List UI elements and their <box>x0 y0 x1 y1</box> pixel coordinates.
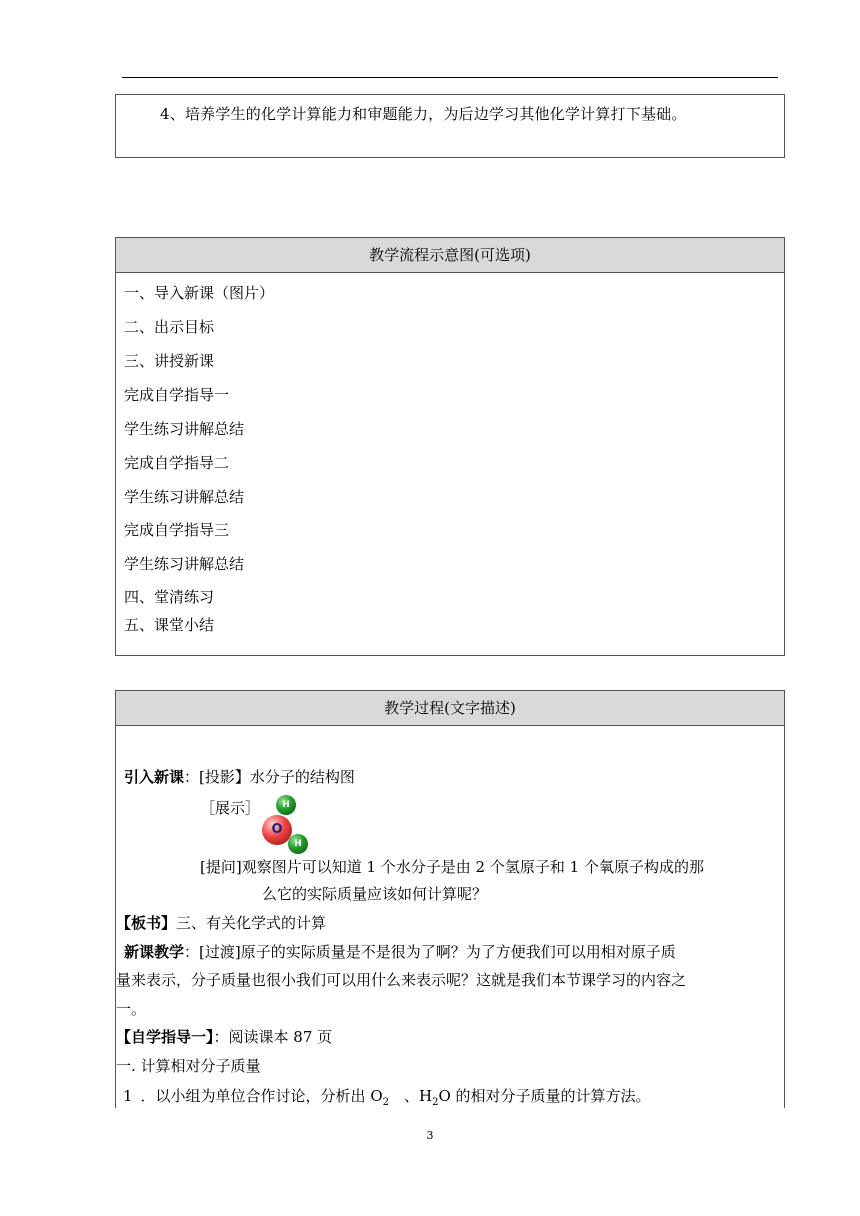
intro-line <box>124 766 355 787</box>
page-number: 3 <box>426 1129 434 1142</box>
hydrogen-atom: H <box>276 795 296 815</box>
board-text: 三、有关化学式的计算 <box>176 914 327 932</box>
intro-text: ：[投影】水分子的结构图 <box>184 768 355 786</box>
flow-item: 完成自学指导一 <box>124 386 230 404</box>
hydrogen-atom: H <box>288 834 308 854</box>
flow-table <box>115 237 785 656</box>
question-line-1: [提问]观察图片可以知道 1 个水分子是由 2 个氢原子和 1 个氧原子构成的那 <box>200 858 704 876</box>
water-molecule-image <box>262 795 312 855</box>
intro-label: 引入新课 <box>124 768 185 786</box>
item1-text-c: O 的相对分子质量的计算方法。 <box>438 1087 651 1105</box>
board-line <box>116 912 326 933</box>
new-lesson-line-3: 一。 <box>116 1000 147 1018</box>
item1-text-a: ．以小组为单位合作讨论，分析出 O <box>140 1087 383 1105</box>
flow-item: 完成自学指导二 <box>124 454 230 472</box>
new-lesson-text: ：[过渡]原子的实际质量是不是很为了啊？为了方便我们可以用相对原子质 <box>184 943 676 961</box>
flow-item: 三、讲授新课 <box>124 352 215 370</box>
item1-number: 1 <box>123 1087 133 1105</box>
item1-subscript-2: 2 <box>432 1097 439 1108</box>
show-label: ［展示］ <box>200 799 261 817</box>
guide-text: ：阅读课本 87 页 <box>213 1028 333 1046</box>
item1-subscript-1: 2 <box>382 1097 389 1108</box>
new-lesson-label: 新课教学 <box>124 943 185 961</box>
board-label: 【板书】 <box>116 914 177 932</box>
flow-item: 学生练习讲解总结 <box>124 420 245 438</box>
objective-text: 4、培养学生的化学计算能力和审题能力，为后边学习其他化学计算打下基础。 <box>160 105 687 123</box>
flow-item: 一、导入新课（图片） <box>124 284 275 302</box>
oxygen-atom: O <box>262 815 292 845</box>
flow-item: 完成自学指导三 <box>124 521 230 539</box>
header-rule <box>122 77 778 78</box>
new-lesson-line-1 <box>124 941 676 962</box>
item1-line <box>123 1085 651 1108</box>
flow-item: 四、堂清练习 <box>124 588 215 606</box>
new-lesson-line-2: 量来表示，分子质量也很小我们可以用什么来表示呢？这就是我们本节课学习的内容之 <box>116 971 687 989</box>
guide-label: 【自学指导一】 <box>116 1028 214 1046</box>
item1-text-b: 、H <box>389 1087 433 1105</box>
question-line-2: 么它的实际质量应该如何计算呢？ <box>262 885 488 903</box>
objective-box <box>115 94 785 158</box>
flow-item: 学生练习讲解总结 <box>124 488 245 506</box>
flow-item: 二、出示目标 <box>124 318 215 336</box>
section-heading: 一. 计算相对分子质量 <box>116 1057 261 1075</box>
flow-item: 五、课堂小结 <box>124 616 215 634</box>
flow-item: 学生练习讲解总结 <box>124 555 245 573</box>
process-title: 教学过程(文字描述) <box>116 691 784 726</box>
guide-line <box>116 1026 332 1047</box>
flow-title: 教学流程示意图(可选项) <box>116 238 784 273</box>
